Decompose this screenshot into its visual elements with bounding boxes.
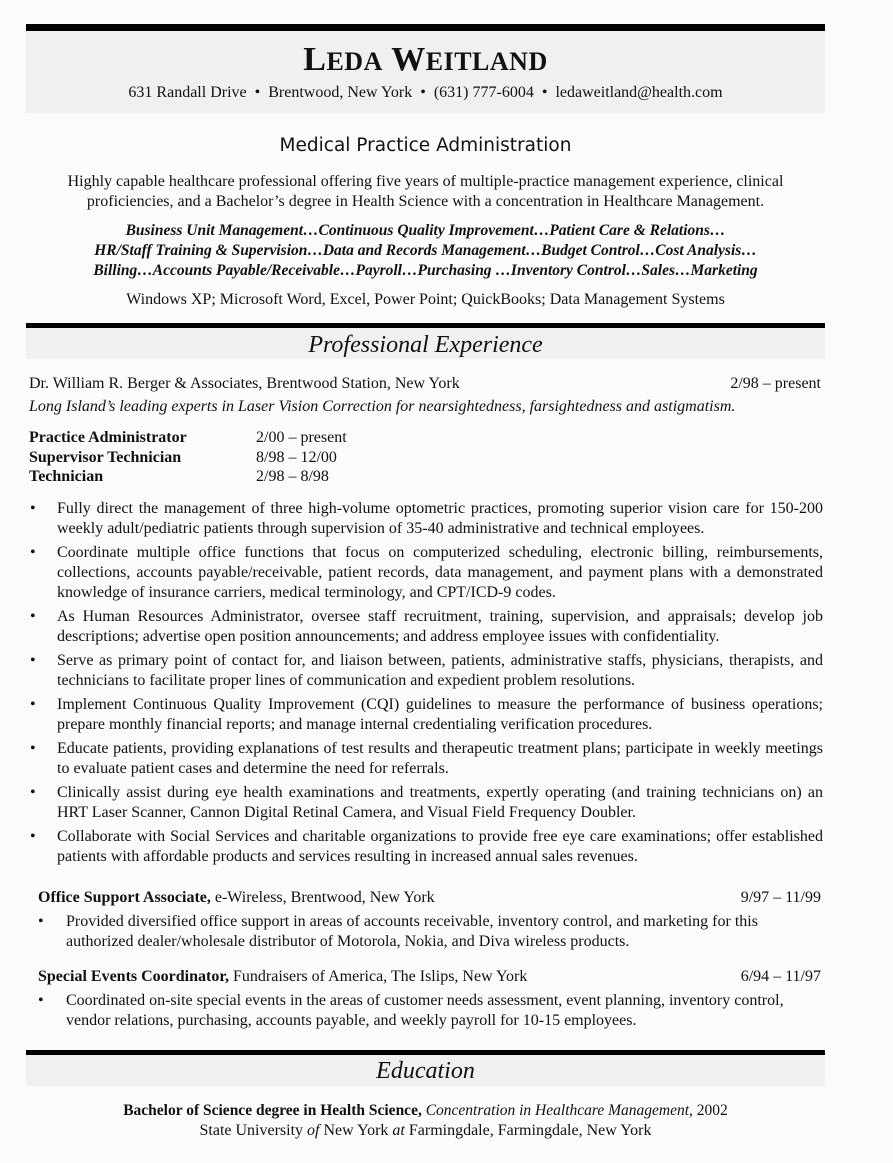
bullet-icon: • [30, 608, 36, 625]
list-item [30, 499, 823, 539]
name-first-rest: EDA [326, 47, 383, 76]
contact-line [26, 83, 825, 103]
bullet-text: Collaborate with Social Services and charitable organizations to provide free eye care examinations; offer established patients with affordable products and services resulting in increased annual sales revenues. [57, 828, 823, 865]
role-row [29, 428, 347, 448]
name-last-rest: EITLAND [425, 47, 548, 76]
employment-dates: 9/97 – 11/99 [740, 889, 821, 906]
employer-tagline: Long Island’s leading experts in Laser Vision Correction for nearsightedness, farsightedness and astigmatism. [29, 398, 736, 415]
school-name: at [392, 1122, 405, 1139]
bullet-text: Fully direct the management of three high-volume optometric practices, promoting superior vision care for 150-200 weekly adult/pediatric patients through supervision of 35-40 administrative and technical employees. [57, 500, 823, 537]
bullet-icon: • [38, 913, 44, 930]
role-row [29, 467, 347, 487]
bullet-text: Provided diversified office support in areas of accounts receivable, inventory control, and marketing for this authorized dealer/wholesale distributor of Motorola, Nokia, and Diva wireless products. [66, 913, 758, 950]
employer-line [38, 967, 527, 987]
list-item [38, 912, 826, 952]
bullet-icon: • [30, 544, 36, 561]
school-line [26, 1121, 825, 1141]
summary-line: proficiencies, and a Bachelor’s degree in Health Science with a concentration in Healthcare Management. [86, 193, 765, 210]
school-name: of [307, 1122, 320, 1139]
list-item [30, 739, 823, 779]
job-bullets [38, 991, 826, 1031]
bullet-icon: • [30, 740, 36, 757]
header-top-rule [26, 24, 825, 31]
name-initial-last: W [391, 41, 426, 78]
role-dates: 2/98 – 8/98 [256, 468, 329, 485]
degree: Bachelor of Science degree in Health Science, [123, 1102, 422, 1119]
list-item [30, 695, 823, 735]
role-title: Practice Administrator [29, 429, 187, 446]
school-name: State University [199, 1122, 308, 1139]
graduation-year: 2002 [692, 1102, 728, 1119]
employer-name: e-Wireless, Brentwood, New York [210, 889, 435, 906]
role-row [29, 448, 347, 468]
role-dates: 2/00 – present [256, 429, 347, 446]
employer-line [38, 888, 435, 908]
role-title: Technician [29, 468, 104, 485]
employer-name: Fundraisers of America, The Islips, New York [228, 968, 528, 985]
school-location: Farmingdale, Farmingdale, New York [404, 1122, 652, 1139]
employment-dates: 2/98 – present [730, 375, 821, 392]
bullet-icon: • [30, 696, 36, 713]
list-item [30, 783, 823, 823]
address: 631 Randall Drive [128, 84, 247, 101]
school-name: New York [319, 1122, 393, 1139]
section-title-education: Education [376, 1058, 475, 1084]
list-item [38, 991, 826, 1031]
role-title: Supervisor Technician [29, 448, 182, 466]
profile-headline: Medical Practice Administration [279, 135, 572, 156]
bullet-separator-icon: • [420, 84, 426, 101]
bullet-icon: • [30, 828, 36, 845]
job-bullets [38, 912, 826, 952]
bullet-text: Coordinated on-site special events in the areas of customer needs assessment, event planning, inventory control, vendor relations, purchasing, accounts payable, and weekly payroll for 10-15 employees. [66, 992, 784, 1029]
job-title: Special Events Coordinator, [38, 968, 229, 985]
list-item [30, 543, 823, 603]
employment-dates: 6/94 – 11/97 [740, 968, 821, 985]
employer-line: Dr. William R. Berger & Associates, Brentwood Station, New York [29, 375, 460, 392]
list-item [30, 651, 823, 691]
bullet-icon: • [30, 652, 36, 669]
degree-line [26, 1101, 825, 1121]
email-link[interactable]: ledaweitland@health.com [555, 84, 723, 101]
section-title-experience: Professional Experience [308, 332, 543, 358]
core-skills [26, 221, 825, 281]
list-item [30, 607, 823, 647]
bullet-text: Coordinate multiple office functions that focus on computerized scheduling, electronic billing, reimbursements, collections, accounts payable/receivable, patient records, data management, and payment plans with a demonstrated knowledge of insurance carriers, medical terminology, and CPT/ICD-9 codes. [57, 544, 823, 601]
roles-list [29, 428, 347, 487]
job-bullets [30, 499, 823, 871]
candidate-name [26, 40, 825, 82]
skills-line: Business Unit Management…Continuous Quality Improvement…Patient Care & Relations… [125, 222, 726, 239]
role-dates: 8/98 – 12/00 [256, 448, 337, 466]
city: Brentwood, New York [268, 84, 413, 101]
concentration: Concentration in Healthcare Management, [421, 1102, 693, 1119]
bullet-separator-icon: • [541, 84, 548, 101]
bullet-icon: • [30, 784, 36, 801]
bullet-icon: • [38, 992, 44, 1009]
skills-line: Billing…Accounts Payable/Receivable…Payroll…Purchasing …Inventory Control…Sales…Marketing [93, 262, 758, 279]
bullet-icon: • [30, 500, 36, 517]
profile-summary [26, 172, 825, 212]
bullet-text: Implement Continuous Quality Improvement (CQI) guidelines to measure the performance of business operations; prepare monthly financial reports; and manage internal credentialing verification procedures. [57, 696, 823, 733]
bullet-text: Serve as primary point of contact for, and liaison between, patients, administrative staffs, physicians, therapists, and technicians to facilitate proper lines of communication and expedient problem resolutions. [57, 652, 823, 689]
technical-skills: Windows XP; Microsoft Word, Excel, Power Point; QuickBooks; Data Management Systems [126, 291, 725, 308]
bullet-text: Clinically assist during eye health examinations and treatments, expertly operating (and training technicians on) an HRT Laser Scanner, Cannon Digital Retinal Camera, and Visual Field Frequency Doubler. [57, 784, 823, 821]
list-item [30, 827, 823, 867]
bullet-separator-icon: • [254, 84, 261, 101]
job-title: Office Support Associate, [38, 889, 211, 906]
skills-line: HR/Staff Training & Supervision…Data and Records Management…Budget Control…Cost Analysis… [94, 242, 757, 259]
phone: (631) 777-6004 [433, 84, 534, 101]
bullet-text: As Human Resources Administrator, oversee staff recruitment, training, supervision, and appraisals; develop job descriptions; advertise open position announcements; and address employee issues with confidentiality. [57, 608, 823, 645]
summary-line: Highly capable healthcare professional offering five years of multiple-practice management experience, clinical [67, 173, 784, 190]
bullet-text: Educate patients, providing explanations of test results and therapeutic treatment plans; participate in weekly meetings to evaluate patient cases and determine the need for referrals. [57, 740, 823, 777]
name-initial-first: L [303, 41, 327, 78]
